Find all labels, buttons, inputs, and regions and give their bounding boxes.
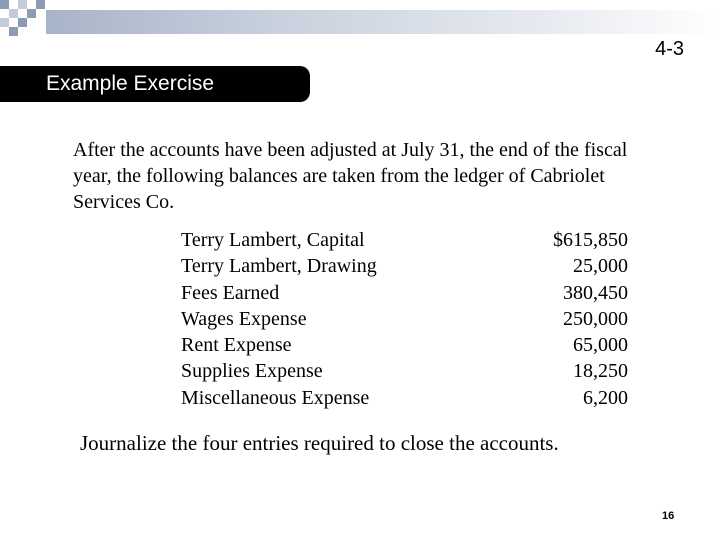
account-name: Rent Expense xyxy=(181,334,292,357)
slide-title: Example Exercise xyxy=(46,72,215,95)
account-amount: 18,250 xyxy=(573,360,628,383)
account-amount: 380,450 xyxy=(563,281,628,304)
account-amount: 65,000 xyxy=(573,334,628,357)
ledger-balances xyxy=(181,227,631,411)
instruction-text: Journalize the four entries required to close the accounts. xyxy=(80,431,559,455)
ledger-row xyxy=(181,385,631,411)
account-amount: $615,850 xyxy=(553,229,628,251)
slide-code: 4-3 xyxy=(655,38,684,60)
account-name: Terry Lambert, Capital xyxy=(181,229,365,251)
page-number: 16 xyxy=(662,510,675,522)
ledger-row xyxy=(181,358,631,384)
ledger-row xyxy=(181,227,631,253)
account-name: Miscellaneous Expense xyxy=(181,386,370,409)
account-name: Supplies Expense xyxy=(181,360,323,383)
account-amount: 250,000 xyxy=(563,307,628,330)
account-name: Fees Earned xyxy=(181,281,280,304)
intro-paragraph: After the accounts have been adjusted at July 31, the end of the fiscal year, the following balances are taken from the ledger of Cabriolet Services Co. xyxy=(73,139,628,213)
account-name: Terry Lambert, Drawing xyxy=(181,255,377,278)
ledger-row xyxy=(181,306,631,332)
header-gradient-bar xyxy=(46,10,720,34)
ledger-row xyxy=(181,280,631,306)
ledger-row xyxy=(181,253,631,279)
ledger-row xyxy=(181,332,631,358)
account-amount: 25,000 xyxy=(573,255,628,278)
account-amount: 6,200 xyxy=(583,386,628,409)
account-name: Wages Expense xyxy=(181,307,307,330)
